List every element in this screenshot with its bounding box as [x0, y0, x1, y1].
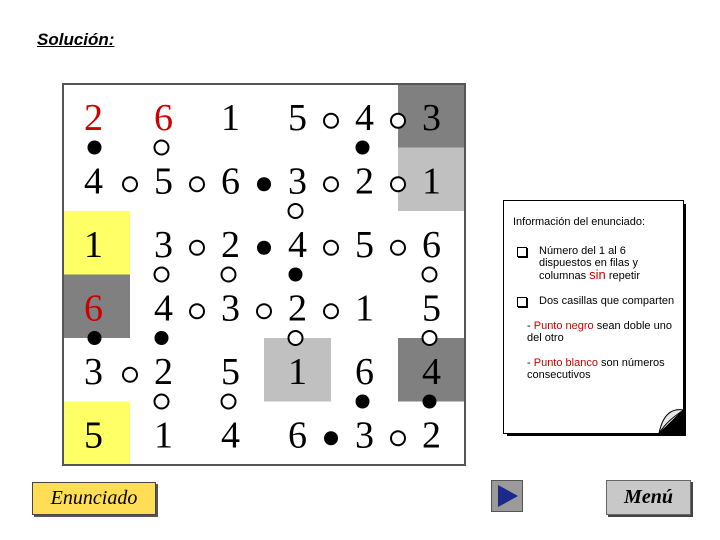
white-dot [423, 331, 437, 345]
info-bullet-rule [513, 245, 678, 282]
white-dot [324, 304, 338, 318]
info-bullet-adjacent-text: Dos casillas que comparten [539, 295, 675, 307]
grid-number: 1 [422, 160, 441, 203]
grid-number: 1 [84, 223, 103, 266]
white-dot [391, 241, 405, 255]
checkbox-bullet-icon [517, 297, 527, 307]
black-dot [88, 141, 102, 155]
grid-number: 1 [355, 287, 374, 330]
white-dot [190, 177, 204, 191]
white-dot [324, 177, 338, 191]
white-dot [289, 331, 303, 345]
info-white-dot-rule: - Punto blanco son números consecutivos [527, 357, 665, 381]
keyword-sin: sin [589, 267, 606, 282]
page-title: Solución: [37, 30, 115, 49]
play-right-icon [492, 481, 522, 511]
black-dot [155, 331, 169, 345]
grid-number: 2 [288, 287, 307, 330]
grid-number: 3 [422, 96, 441, 139]
grid-number: 1 [154, 414, 173, 457]
black-dot [356, 395, 370, 409]
white-dot [222, 268, 236, 282]
grid-number: 5 [422, 287, 441, 330]
next-button[interactable] [491, 480, 523, 512]
checkbox-bullet-icon [517, 247, 527, 257]
black-dot [88, 331, 102, 345]
grid-number: 3 [355, 414, 374, 457]
grid-number: 2 [84, 96, 103, 139]
black-dot [324, 431, 338, 445]
grid-number: 6 [221, 160, 240, 203]
white-dot [123, 177, 137, 191]
grid-number: 5 [84, 414, 103, 457]
info-bullet-rule-text: Número del 1 al 6 dispuestos en filas y columnas sin repetir [539, 245, 641, 282]
black-dot [257, 241, 271, 255]
grid-number: 5 [154, 160, 173, 203]
grid-number: 4 [154, 287, 173, 330]
white-dot [190, 304, 204, 318]
info-note [503, 200, 686, 436]
white-dot [155, 268, 169, 282]
grid-number: 3 [221, 287, 240, 330]
grid-number: 5 [355, 223, 374, 266]
white-dot [155, 395, 169, 409]
grid-number: 4 [355, 96, 374, 139]
grid-number: 3 [154, 223, 173, 266]
grid-number: 3 [288, 160, 307, 203]
white-dot [123, 368, 137, 382]
white-dot [391, 431, 405, 445]
grid-number: 6 [422, 223, 441, 266]
white-dot [324, 114, 338, 128]
grid-number: 6 [355, 350, 374, 393]
keyword-punto-negro: Punto negro [533, 320, 594, 332]
black-dot [257, 177, 271, 191]
grid-number: 5 [288, 96, 307, 139]
white-dot [257, 304, 271, 318]
white-dot [155, 141, 169, 155]
grid-number: 4 [422, 350, 441, 393]
black-dot [356, 141, 370, 155]
grid-number: 3 [84, 350, 103, 393]
grid-number: 4 [221, 414, 240, 457]
grid-number: 2 [422, 414, 441, 457]
grid-number: 2 [355, 160, 374, 203]
white-dot [222, 395, 236, 409]
grid-number: 2 [154, 350, 173, 393]
black-dot [423, 395, 437, 409]
grid-number: 2 [221, 223, 240, 266]
white-dot [391, 114, 405, 128]
grid-number: 6 [154, 96, 173, 139]
keyword-punto-blanco: Punto blanco [533, 357, 598, 369]
white-dot [289, 204, 303, 218]
white-dot [391, 177, 405, 191]
white-dot [324, 241, 338, 255]
grid-number: 4 [84, 160, 103, 203]
info-black-dot-rule: - Punto negro sean doble uno del otro [527, 320, 672, 344]
white-dot [190, 241, 204, 255]
white-dot [423, 268, 437, 282]
enunciado-button[interactable]: Enunciado [32, 482, 156, 515]
info-bullet-adjacent [513, 295, 678, 307]
info-heading: Información del enunciado: [513, 216, 646, 228]
grid-number: 1 [221, 96, 240, 139]
black-dot [289, 268, 303, 282]
grid-number: 4 [288, 223, 307, 266]
menu-button[interactable]: Menú [606, 480, 691, 515]
grid-number: 6 [288, 414, 307, 457]
grid-number: 6 [84, 287, 103, 330]
grid-number: 5 [221, 350, 240, 393]
grid-number: 1 [288, 350, 307, 393]
